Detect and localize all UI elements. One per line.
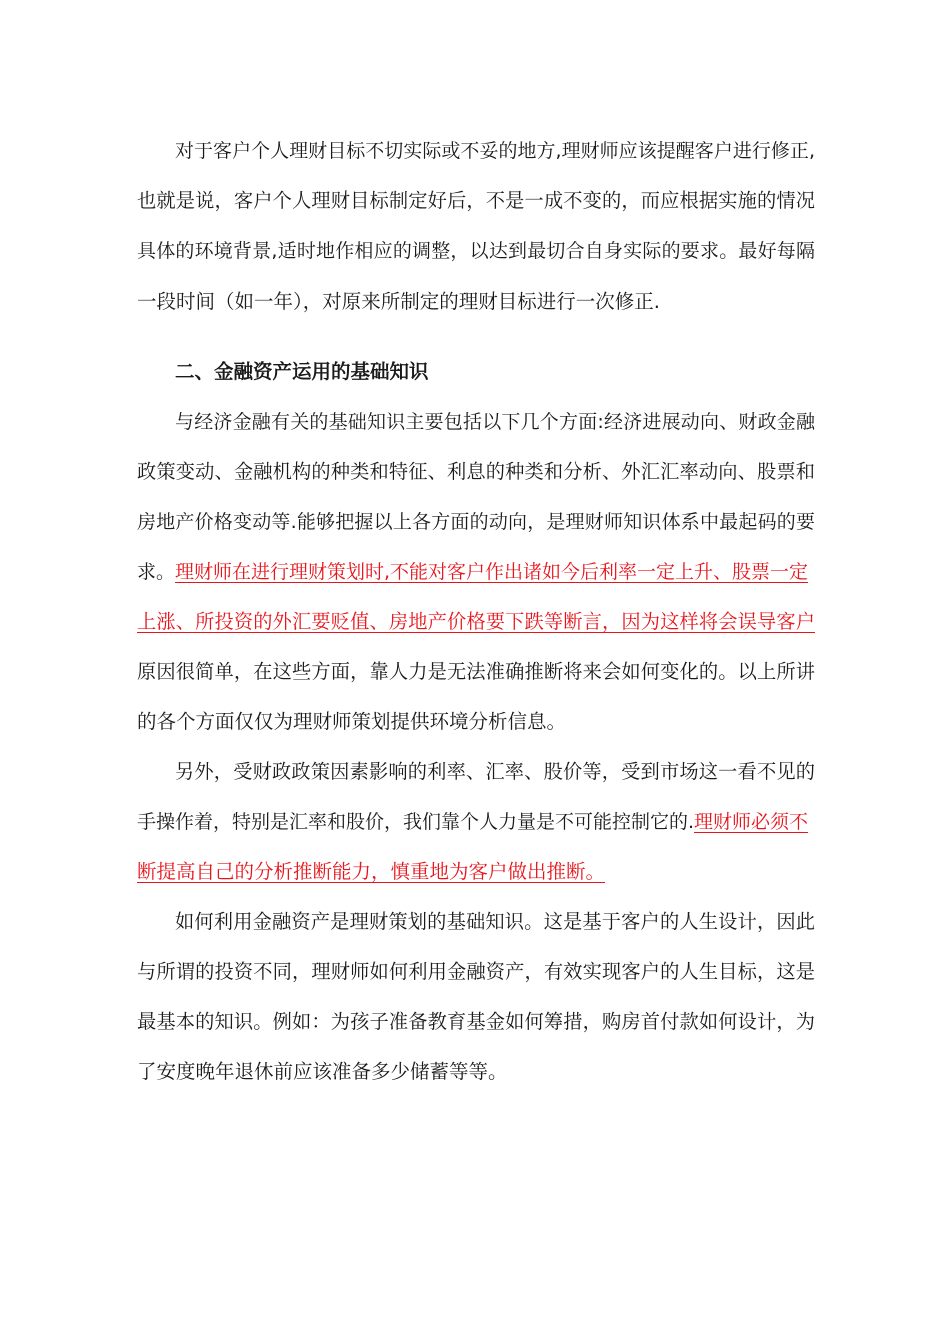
- paragraph-4-line-3: 最基本的知识。例如：为孩子准备教育基金如何筹措，购房首付款如何设计，为: [137, 1010, 815, 1033]
- paragraph-1-line-3: 具体的环境背景,适时地作相应的调整，以达到最切合自身实际的要求。最好每隔: [137, 240, 815, 262]
- highlighted-warning-text: 理财师在进行理财策划时,不能对客户作出诸如今后利率一定上升、股票一定: [175, 561, 809, 583]
- paragraph-2-line-4: [137, 559, 808, 585]
- paragraph-3-text: 手操作着，特别是汇率和股价，我们靠个人力量是不可能控制它的.: [137, 811, 695, 833]
- paragraph-1-line-2: 也就是说，客户个人理财目标制定好后，不是一成不变的，而应根据实施的情况: [137, 189, 815, 212]
- paragraph-2-line-1: 与经济金融有关的基础知识主要包括以下几个方面:经济进展动向、财政金融: [175, 411, 815, 433]
- paragraph-4-line-2: 与所谓的投资不同，理财师如何利用金融资产，有效实现客户的人生目标，这是: [137, 960, 815, 983]
- paragraph-2-line-7: 的各个方面仅仅为理财师策划提供环境分析信息。: [137, 710, 567, 733]
- paragraph-4-line-1: 如何利用金融资产是理财策划的基础知识。这是基于客户的人生设计，因此: [175, 910, 815, 933]
- paragraph-3-line-2: [137, 809, 808, 835]
- section-heading: 二、金融资产运用的基础知识: [175, 360, 429, 383]
- paragraph-1-line-4: 一段时间（如一年），对原来所制定的理财目标进行一次修正.: [137, 290, 660, 313]
- highlighted-warning-text-cont: 上涨、所投资的外汇要贬值、房地产价格要下跌等断言，因为这样将会误导客户: [137, 610, 815, 633]
- paragraph-3-line-1: 另外，受财政政策因素影响的利率、汇率、股价等，受到市场这一看不见的: [175, 760, 815, 783]
- paragraph-2-line-6: 原因很简单，在这些方面，靠人力是无法准确推断将来会如何变化的。以上所讲: [137, 660, 815, 683]
- highlighted-advice-text-cont: 断提高自己的分析推断能力，慎重地为客户做出推断。: [137, 860, 606, 883]
- paragraph-1-line-1: 对于客户个人理财目标不切实际或不妥的地方,理财师应该提醒客户进行修正,: [175, 140, 815, 162]
- paragraph-2-line-2: 政策变动、金融机构的种类和特征、利息的种类和分析、外汇汇率动向、股票和: [137, 460, 815, 483]
- highlighted-advice-text: 理财师必须不: [694, 811, 809, 833]
- paragraph-2-line-3: 房地产价格变动等.能够把握以上各方面的动向，是理财师知识体系中最起码的要: [137, 511, 815, 533]
- paragraph-2-text: 求。: [137, 561, 176, 583]
- paragraph-4-line-4: 了安度晚年退休前应该准备多少储蓄等等。: [137, 1060, 508, 1083]
